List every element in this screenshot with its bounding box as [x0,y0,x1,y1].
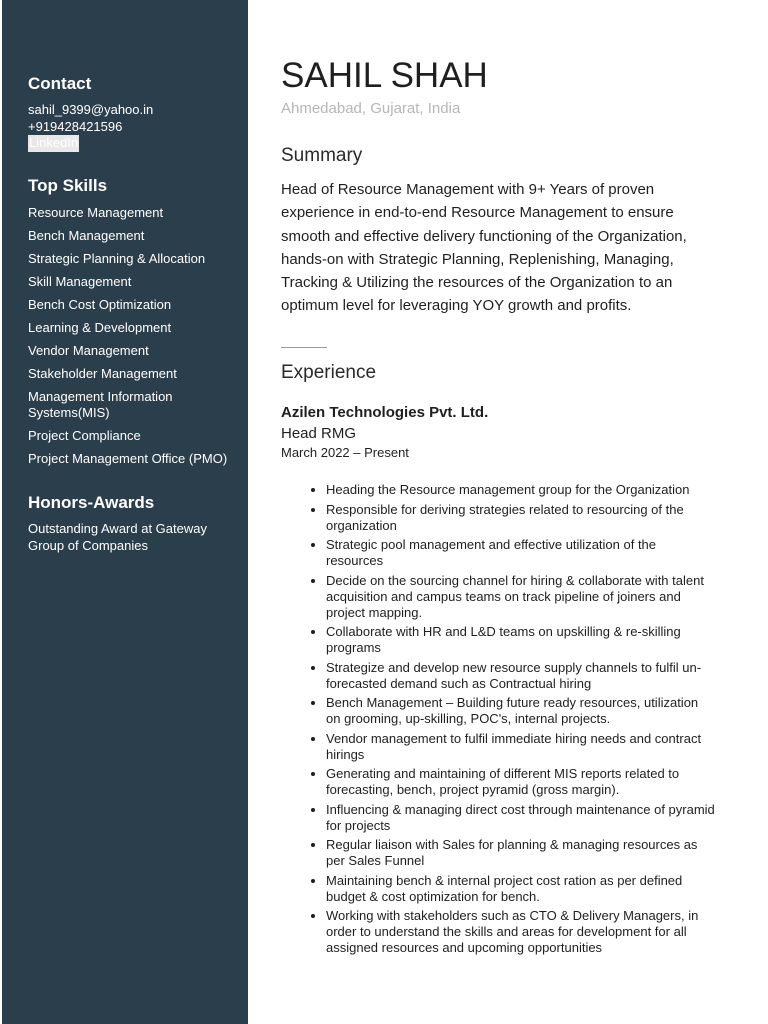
skill-item: Resource Management [28,205,164,220]
skill-item: Bench Cost Optimization [28,297,172,312]
job-title: Head RMG [281,425,357,442]
honors-section [28,493,238,554]
email-link[interactable]: sahil_9399@yahoo.in [28,102,154,117]
responsibility-item: • Generating and maintaining of different MIS reports related to forecasting, bench, project pyramid (gross margin). [326,766,716,798]
responsibility-item: • Responsible for deriving strategies related to resourcing of the organization [326,502,716,534]
phone-number: +919428421596 [28,118,123,134]
responsibility-item: • Heading the Resource management group for the Organization [326,482,716,498]
location: Ahmedabad, Gujarat, India [281,100,461,117]
section-divider [281,347,327,348]
award-text: Outstanding Award at Gateway Group of Companies [28,521,207,553]
company-name: Azilen Technologies Pvt. Ltd. [281,404,489,421]
responsibility-item: • Maintaining bench & internal project cost ration as per defined budget & cost optimization for bench. [326,873,716,905]
skills-heading: Top Skills [28,176,108,195]
skills-section [28,176,238,474]
responsibility-item: • Strategize and develop new resource supply channels to fulfil un-forecasted demand such as Contractual hiring [326,660,716,692]
experience-title: Experience [281,362,377,383]
responsibility-item: • Vendor management to fulfil immediate hiring needs and contract hirings [326,731,716,763]
skill-item: Management Information Systems(MIS) [28,389,173,420]
skill-item: Vendor Management [28,343,149,358]
skill-item: Bench Management [28,228,145,243]
responsibility-item: • Working with stakeholders such as CTO & Delivery Managers, in order to understand the skills and areas for development for all assigned resources and upcoming opportunities [326,908,716,956]
contact-section [28,74,238,152]
skill-item: Stakeholder Management [28,366,177,381]
skill-item: Skill Management [28,274,132,289]
responsibility-item: • Strategic pool management and effective utilization of the resources [326,537,716,569]
linkedin-link[interactable]: LinkedIn [29,135,79,150]
candidate-name: SAHIL SHAH [281,56,488,95]
sidebar [2,0,248,1024]
skill-item: Project Compliance [28,428,141,443]
skill-item: Strategic Planning & Allocation [28,251,206,266]
responsibility-item: • Collaborate with HR and L&D teams on upskilling & re-skilling programs [326,624,716,656]
honors-heading: Honors-Awards [28,493,155,512]
responsibility-item: • Decide on the sourcing channel for hiring & collaborate with talent acquisition and campus teams on track pipeline of joiners and project mapping. [326,573,716,621]
summary-text: Head of Resource Management with 9+ Years of proven experience in end-to-end Resource Management to ensure smooth and effective delivery functioning of the Organization, hands-on with Strategic Planning, Replenishing, Managing, Tracking & Utilizing the resources of the Organization to an optimum level for leveraging YOY growth and profits. [281,181,687,315]
skills-list [28,205,238,467]
summary-title: Summary [281,145,363,166]
responsibilities-list [301,482,716,960]
responsibility-item: • Influencing & managing direct cost through maintenance of pyramid for projects [326,802,716,834]
job-dates: March 2022 – Present [281,445,409,460]
contact-heading: Contact [28,74,92,93]
responsibility-item: • Regular liaison with Sales for planning & managing resources as per Sales Funnel [326,837,716,869]
skill-item: Project Management Office (PMO) [28,451,228,466]
responsibility-item: • Bench Management – Building future ready resources, utilization on grooming, up-skilling, POC's, internal projects. [326,695,716,727]
skill-item: Learning & Development [28,320,172,335]
